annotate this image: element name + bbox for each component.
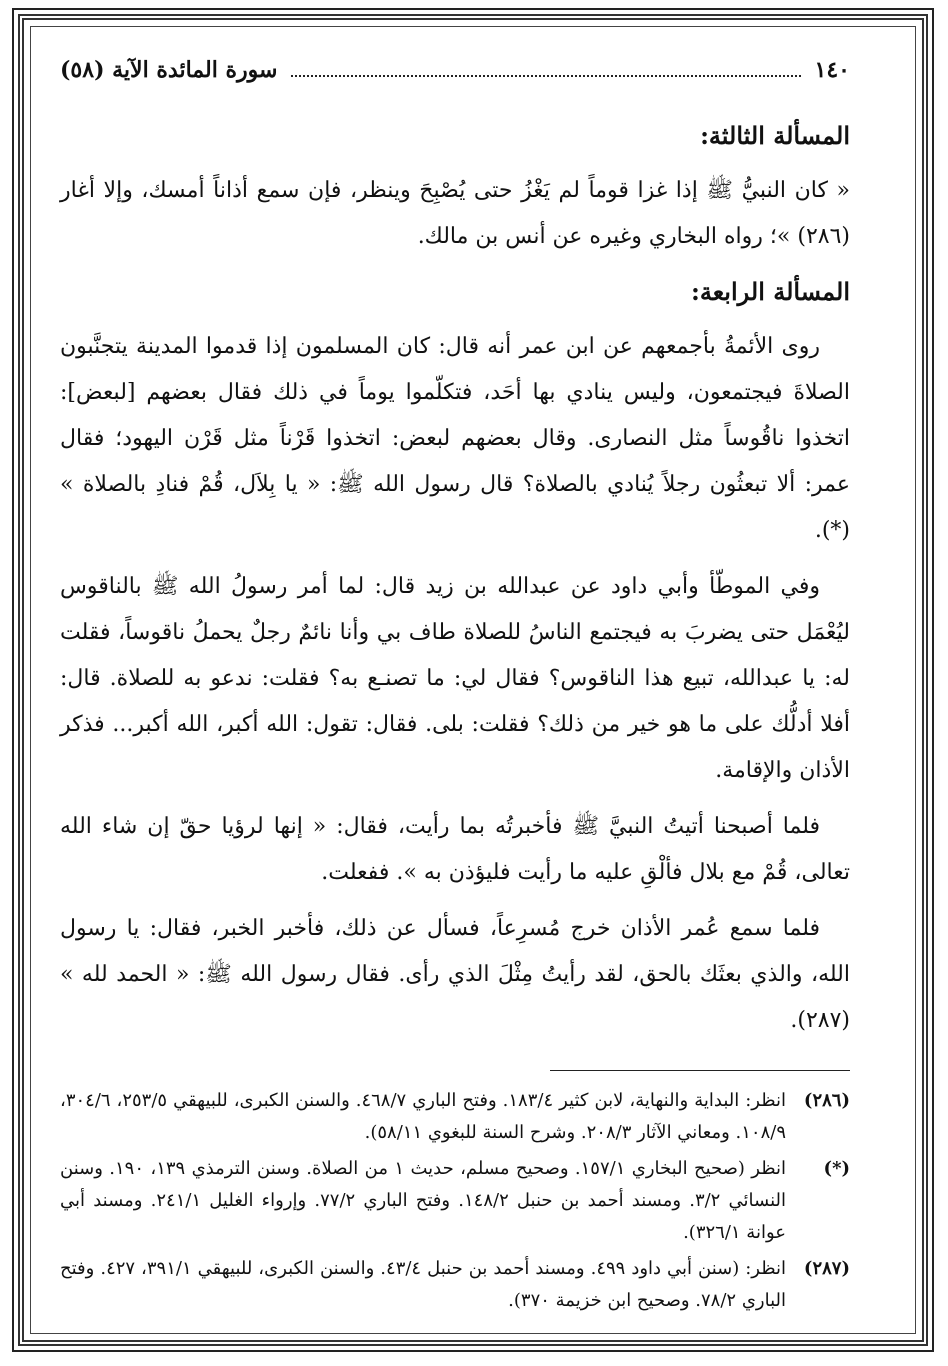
footnote-text: انظر: (سنن أبي داود ٤٩٩. ومسند أحمد بن حنبل ٤٣/٤. والسنن الكبرى، للبيهقي ٣٩١/١، ٤٢٧. وفتح الباري ٧٨/٢. وصحيح ابن خزيمة ٣٧٠). xyxy=(60,1258,787,1311)
footnote-marker: (*) xyxy=(823,1158,850,1179)
footnote-text: انظر (صحيح البخاري ١٥٧/١. وصحيح مسلم، حديث ١ من الصلاة. وسنن الترمذي ١٣٩، ١٩٠. وسنن النسائي ٣/٢. ومسند أحمد بن حنبل ١٤٨/٢. وفتح الباري ٧٧/٢. وإرواء الغليل ٢٤١/١. ومسند أبي عوانة ٣٢٦/١). xyxy=(60,1158,787,1243)
footnote xyxy=(60,1085,850,1149)
page-content xyxy=(60,50,850,1321)
paragraph: روى الأئمةُ بأجمعهم عن ابن عمر أنه قال: كان المسلمون إذا قدموا المدينة يتجنَّبون الصلاةَ فيجتمعون، وليس ينادي بها أحَد، فتكلّموا يوماً في ذلك فقال بعضهم [لبعض]: اتخذوا ناقُوساً مثل النصارى. وقال بعضهم لبعض: اتخذوا قَرْناً مثل قَرْن اليهود؛ فقال عمر: ألا تبعثُون رجلاً يُنادي بالصلاة؟ قال رسول الله ﷺ: « يا بِلاَل، قُمْ فنادِ بالصلاة » (*). xyxy=(60,334,850,543)
paragraph: فلما سمع عُمر الأذان خرج مُسرِعاً، فسأل عن ذلك، فأخبر الخبر، فقال: يا رسول الله، والذي بعثَك بالحق، لقد رأيتُ مِثْلَ الذي رأى. فقال رسول الله ﷺ: « الحمد لله » (٢٨٧). xyxy=(60,916,850,1033)
footnote-separator xyxy=(550,1070,850,1071)
paragraph: « كان النبيُّ ﷺ إذا غزا قوماً لم يَغْزُ حتى يُصْبِحَ وينظر، فإن سمع أذاناً أمسك، وإلا أغار (٢٨٦) »؛ رواه البخاري وغيره عن أنس بن مالك. xyxy=(60,178,850,249)
paragraph: فلما أصبحنا أتيتُ النبيَّ ﷺ فأخبرتُه بما رأيت، فقال: « إنها لرؤيا حقّ إن شاء الله تعالى، قُمْ مع بلال فألْقِ عليه ما رأيت فليؤذن به ». ففعلت. xyxy=(60,814,850,885)
footnote xyxy=(60,1253,850,1317)
running-title: سورة المائدة الآية (٥٨) xyxy=(60,57,278,83)
section-heading-third: المسألة الثالثة: xyxy=(700,121,850,150)
section-heading-fourth: المسألة الرابعة: xyxy=(691,277,850,306)
header-leader-dots xyxy=(291,63,800,77)
footnote-marker: (٢٨٧) xyxy=(803,1258,850,1279)
page-number: ١٤٠ xyxy=(814,57,850,83)
running-header xyxy=(60,50,850,90)
footnote-text: انظر: البداية والنهاية، لابن كثير ١٨٣/٤. وفتح الباري ٤٦٨/٧. والسنن الكبرى، للبيهقي ٢٥٣/٥، ٣٠٤/٦، ١٠٨/٩. ومعاني الآثار ٢٠٨/٣. وشرح السنة للبغوي ٥٨/١١). xyxy=(60,1090,786,1143)
footnote-marker: (٢٨٦) xyxy=(803,1090,850,1111)
footnote xyxy=(60,1153,850,1249)
paragraph: وفي الموطّأ وأبي داود عن عبدالله بن زيد قال: لما أمر رسولُ الله ﷺ بالناقوس ليُعْمَل حتى يضربَ به فيجتمع الناسُ للصلاة طاف بي وأنا نائمٌ رجلٌ يحملُ ناقوساً، فقلت له: يا عبدالله، تبيع هذا الناقوس؟ فقال لي: ما تصنـع به؟ فقلت: ندعو به للصلاة. قال: أفلا أدلُّك على ما هو خير من ذلك؟ فقلت: بلى. فقال: تقول: الله أكبر، الله أكبر... فذكر الأذان والإقامة. xyxy=(60,574,850,783)
